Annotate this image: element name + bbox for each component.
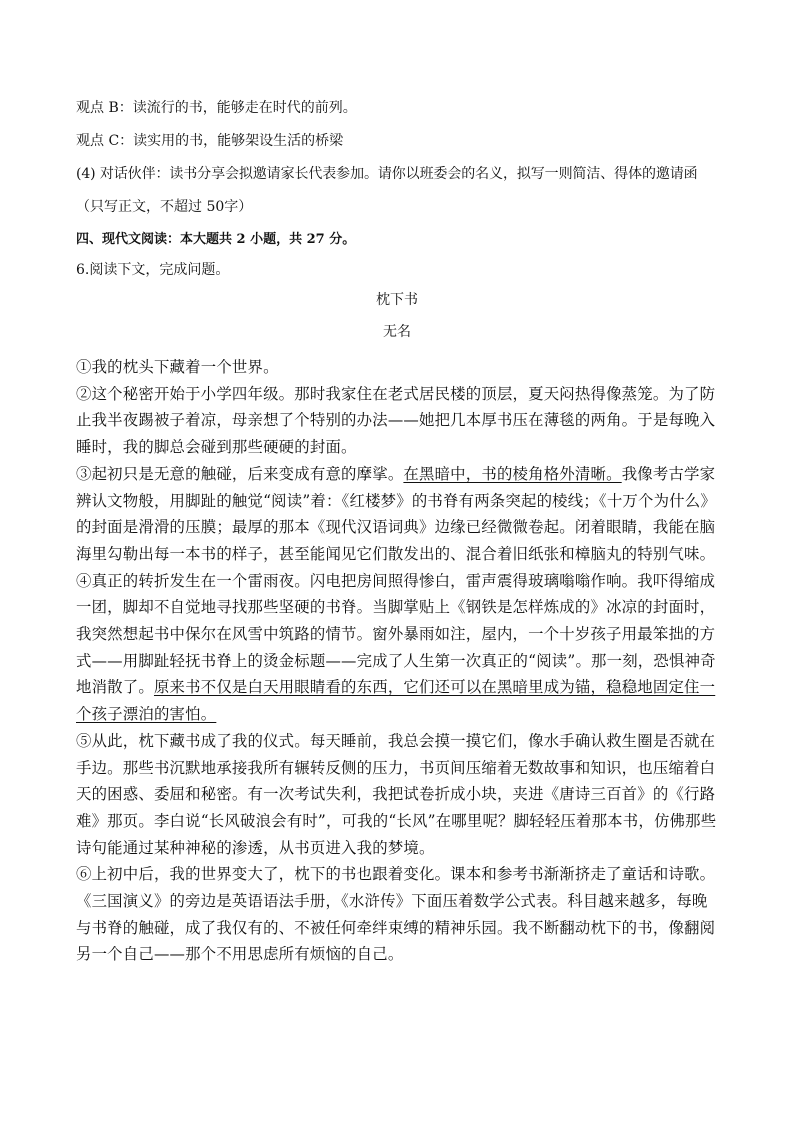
paragraph-5: ⑤从此，枕下藏书成了我的仪式。每天睡前，我总会摸一摸它们，像水手确认救生圈是否就在手边。那些书沉默地承接我所有辗转反侧的压力，书页间压缩着无数故事和知识，也压缩着白天的困惑、委屈和秘密。有一次考试失利，我把试卷折成小块，夹进《唐诗三百首》的《行路难》那页。李白说“长风破浪会有时”，可我的“长风”在哪里呢？脚轻轻压着那本书，仿佛那些诗句能通过某种神秘的渗透，从书页进入我的梦境。: [76, 731, 717, 857]
question-4: (4) 对话伙伴：读书分享会拟邀请家长代表参加。请你以班委会的名义，拟写一则简洁、得体的邀请函: [76, 166, 698, 182]
paragraph-1: ①我的枕头下藏着一个世界。: [76, 358, 279, 376]
paragraph-2: ②这个秘密开始于小学四年级。那时我家住在老式居民楼的顶层，夏天闷热得像蒸笼。为了防止我半夜踢被子着凉，母亲想了个特别的办法——她把几本厚书压在薄毯的两角。于是每晚入睡时，我的脚总会碰到那些硬硬的封面。: [76, 384, 716, 457]
paragraph-3-rest: 我像考古学家辨认文物般，用脚趾的触觉“阅读”着：《红楼梦》的书脊有两条突起的棱线；《十万个为什么》的封面是滑滑的压膜；最厚的那本《现代汉语词典》边缘已经微微卷起。闭着眼睛，我能在脑海里勾勒出每一本书的样子，甚至能闻见它们散发出的、混合着旧纸张和樟脑丸的特别气味。: [76, 464, 716, 563]
paragraph-3: [76, 461, 718, 568]
paragraph-3-start: ③起初只是无意的触碰，后来变成有意的摩挲。: [76, 464, 404, 483]
section-heading: [76, 230, 718, 250]
section-heading-text: 四、现代文阅读：本大题共 2 小题，共 27 分。: [76, 232, 356, 247]
paragraph-4-underlined-sentence: 原来书不仅是白天用眼睛看的东西，它们还可以在黑暗里成为锚，稳稳地固定住一个孩子漂泊的害怕。: [76, 678, 716, 724]
viewpoint-b: 观点 B：读流行的书，能够走在时代的前列。: [76, 100, 357, 116]
paragraph-6: ⑥上初中后，我的世界变大了，枕下的书也跟着变化。课本和参考书渐渐挤走了童话和诗歌。《三国演义》的旁边是英语语法手册，《水浒传》下面压着数学公式表。科目越来越多，每晚与书脊的触碰，成了我仅有的、不被任何牵绊束缚的精神乐园。我不断翻动枕下的书，像翻阅另一个自己——那个不用思虑所有烦恼的自己。: [76, 865, 716, 964]
paragraph-3-underlined-sentence: 在黑暗中，书的棱角格外清晰。: [403, 464, 622, 483]
article-author: 无名: [383, 324, 411, 340]
paragraph-4-start: ④真正的转折发生在一个雷雨夜。闪电把房间照得惨白，雷声震得玻璃嗡嗡作响。我吓得缩成一团，脚却不自觉地寻找那些坚硬的书脊。当脚掌贴上《钢铁是怎样炼成的》冰凉的封面时，我突然想起书中保尔在风雪中筑路的情节。窗外暴雨如注，屋内，一个十岁孩子用最笨拙的方式——用脚趾轻抚书脊上的烫金标题——完成了人生第一次真正的“阅读”。那一刻，恐惧神奇地消散了。: [76, 571, 716, 697]
question-4-note: （只写正文，不超过 50字）: [76, 199, 253, 215]
article-title: 枕下书: [376, 292, 418, 308]
paragraph-4: [76, 568, 718, 728]
question-6-prompt: 6.阅读下文，完成问题。: [76, 262, 230, 278]
viewpoint-c: 观点 C：读实用的书，能够架设生活的桥梁: [76, 133, 344, 149]
